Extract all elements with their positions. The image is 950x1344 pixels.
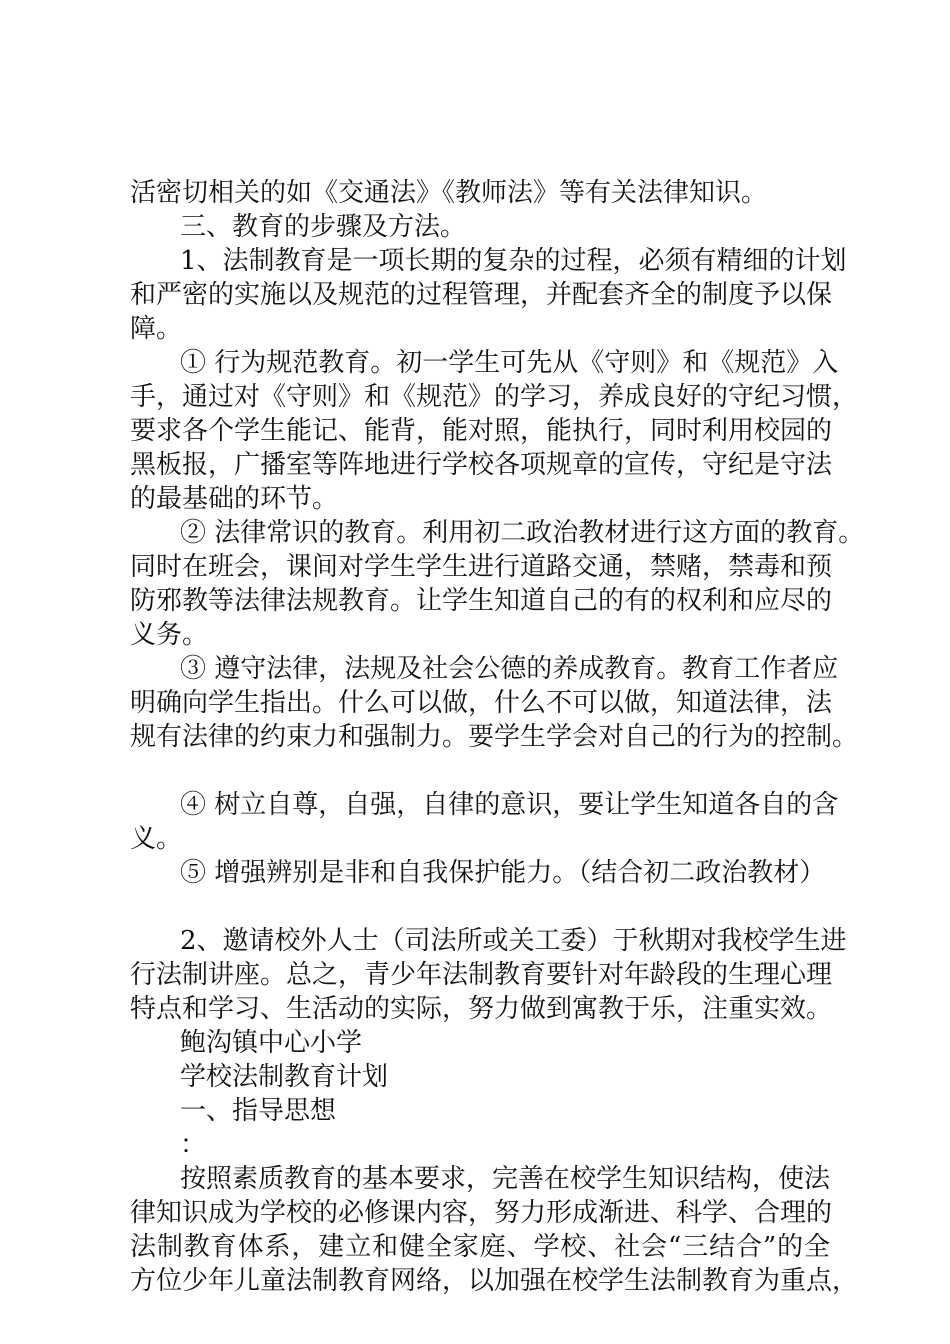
text-line: 手，通过对《守则》和《规范》的学习，养成良好的守纪习惯， <box>130 382 859 412</box>
text-line: 律知识成为学校的必修课内容，努力形成渐进、科学、合理的 <box>130 1198 833 1228</box>
text-line: 要求各个学生能记、能背，能对照，能执行，同时利用校园的 <box>130 416 833 446</box>
text-line: ： <box>180 1130 207 1160</box>
text-line: 法制教育体系，建立和健全家庭、学校、社会“三结合”的全 <box>130 1232 830 1262</box>
text-line: 的最基础的环节。 <box>130 484 339 514</box>
text-line: 同时在班会，课间对学生学生进行道路交通，禁赌，禁毒和预 <box>130 552 833 582</box>
text-line: ② 法律常识的教育。利用初二政治教材进行这方面的教育。 <box>180 518 865 548</box>
text-line: 规有法律的约束力和强制力。要学生学会对自己的行为的控制。 <box>130 722 859 752</box>
text-line: 黑板报，广播室等阵地进行学校各项规章的宣传，守纪是守法 <box>130 450 833 480</box>
text-line: 和严密的实施以及规范的过程管理，并配套齐全的制度予以保 <box>130 280 833 310</box>
section-heading: 一、指导思想 <box>180 1096 337 1126</box>
text-line: 活密切相关的如《交通法》《教师法》等有关法律知识。 <box>130 178 768 208</box>
text-line: 防邪教等法律法规教育。让学生知道自己的有的权利和应尽的 <box>130 586 833 616</box>
text-line: 1、法制教育是一项长期的复杂的过程，必须有精细的计划 <box>180 246 847 276</box>
text-line: 义。 <box>130 824 183 854</box>
text-line: 明确向学生指出。什么可以做，什么不可以做，知道法律，法 <box>130 688 833 718</box>
text-line: 2、邀请校外人士（司法所或关工委）于秋期对我校学生进 <box>180 926 847 956</box>
text-line: 方位少年儿童法制教育网络，以加强在校学生法制教育为重点， <box>130 1266 859 1296</box>
text-line: 障。 <box>130 314 183 344</box>
section-heading: 三、教育的步骤及方法。 <box>180 212 467 242</box>
plan-title: 学校法制教育计划 <box>180 1062 389 1092</box>
text-line: 义务。 <box>130 620 209 650</box>
text-line: 行法制讲座。总之，青少年法制教育要针对年龄段的生理心理 <box>130 960 833 990</box>
text-line: ⑤ 增强辨别是非和自我保护能力。（结合初二政治教材） <box>180 858 826 888</box>
text-line: ③ 遵守法律，法规及社会公德的养成教育。教育工作者应 <box>180 654 839 684</box>
text-line: ① 行为规范教育。初一学生可先从《守则》和《规范》入 <box>180 348 839 378</box>
school-name: 鲍沟镇中心小学 <box>180 1028 363 1058</box>
text-line: 按照素质教育的基本要求，完善在校学生知识结构，使法 <box>180 1164 831 1194</box>
text-line: 特点和学习、生活动的实际，努力做到寓教于乐，注重实效。 <box>130 994 833 1024</box>
text-line: ④ 树立自尊，自强，自律的意识，要让学生知道各自的含 <box>180 790 839 820</box>
